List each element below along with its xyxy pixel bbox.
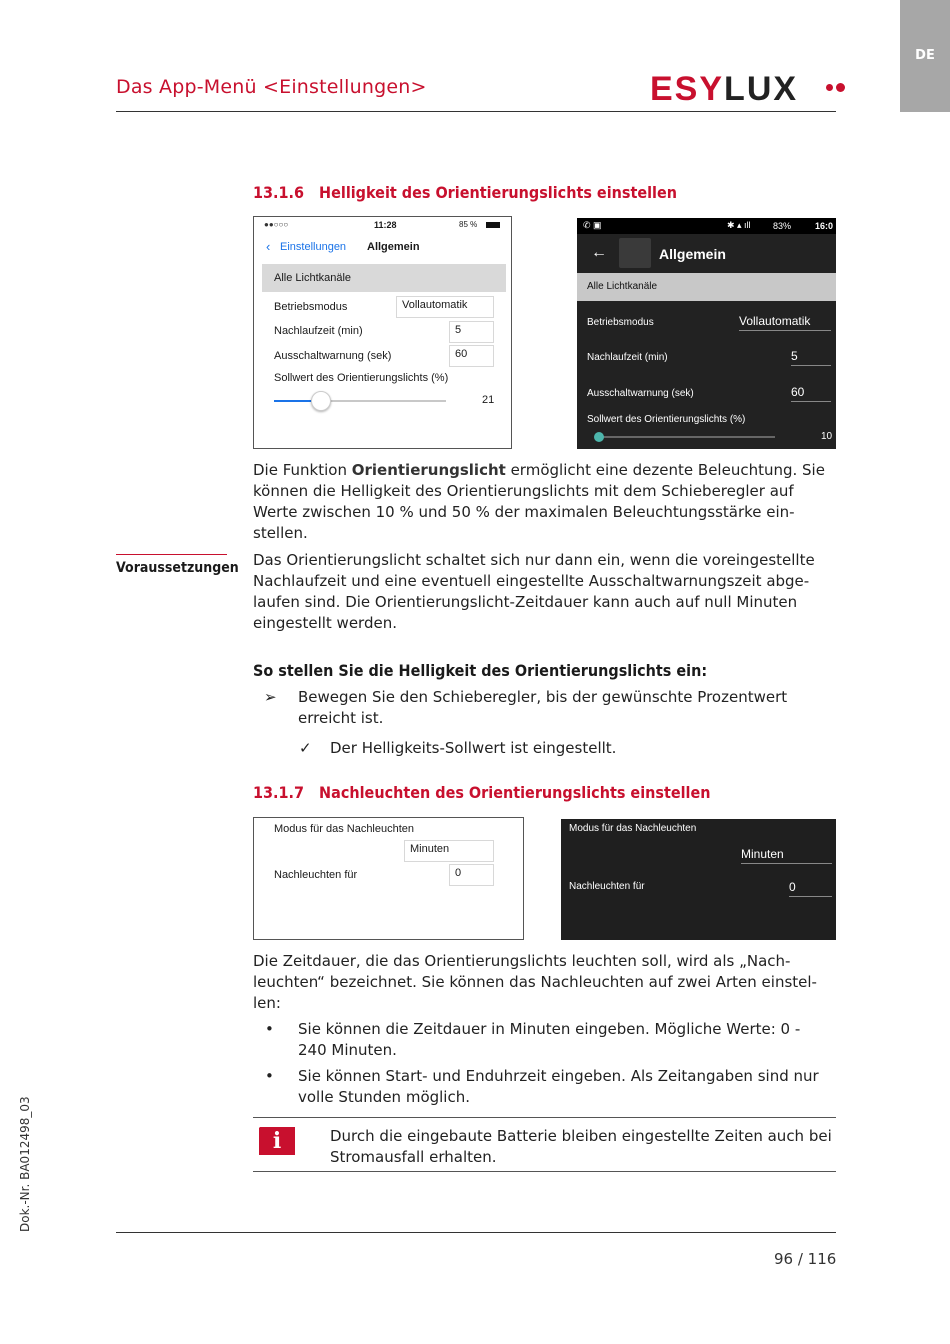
android-warning-input[interactable]: 60 — [791, 385, 831, 402]
intro-text: Die Funktion — [253, 461, 352, 479]
ios-afterglow-screenshot — [253, 817, 524, 940]
android-status-time: 16:0 — [815, 221, 834, 231]
android-status-bar — [577, 218, 836, 234]
android-row-label: Betriebsmodus — [587, 317, 654, 328]
document-number: Dok.-Nr. BA012498_03 — [18, 1096, 32, 1232]
logo-text-esy: ESY — [650, 70, 725, 108]
footer-divider — [116, 1232, 836, 1233]
ios-row-label: Betriebsmodus — [274, 301, 348, 313]
android-afterglow-minutes-input[interactable]: 0 — [789, 880, 832, 897]
ios-signal-icon: ●●○○○ — [264, 220, 289, 229]
ios-delay-input[interactable]: 5 — [449, 321, 494, 343]
intro-text: ermöglicht eine dezente Beleuchtung. Sie können die Helligkeit des Orientierungslichts mit dem Schieberegler auf Werte zwischen 10 % und 50 % der maximalen Beleuchtungsstärke ein-stellen. — [253, 461, 825, 542]
android-slider-label: Sollwert des Orientierungslichts (%) — [587, 414, 746, 425]
ios-afterglow-mode-select[interactable]: Minuten — [404, 840, 494, 862]
ios-slider-thumb[interactable] — [311, 391, 331, 411]
ios-afterglow-minutes-input[interactable]: 0 — [449, 864, 494, 886]
howto-heading: So stellen Sie die Helligkeit des Orientierungslichts ein: — [253, 661, 708, 680]
android-afterglow-for-label: Nachleuchten für — [569, 881, 645, 892]
esylux-logo — [650, 70, 798, 109]
android-row-label: Ausschaltwarnung (sek) — [587, 388, 694, 399]
logo-text-lux: LUX — [724, 70, 799, 108]
ios-warning-input[interactable]: 60 — [449, 345, 494, 367]
language-tab — [900, 0, 950, 112]
bullet-icon: • — [265, 1020, 274, 1038]
info-note-text: Durch die eingebaute Batterie bleiben eingestellte Zeiten auch bei Stromausfall erhalten. — [330, 1127, 832, 1166]
android-afterglow-mode-select[interactable]: Minuten — [741, 847, 832, 864]
android-notification-icons: ✆ ▣ — [583, 220, 602, 230]
ios-row-label: Nachlaufzeit (min) — [274, 325, 363, 337]
chevron-left-icon[interactable]: ‹ — [266, 239, 271, 254]
arrow-right-icon: ➢ — [264, 688, 277, 706]
instruction-step: Bewegen Sie den Schieberegler, bis der gewünschte Prozentwert erreicht ist. — [298, 688, 788, 727]
battery-icon — [486, 222, 500, 228]
android-group-label: Alle Lichtkanäle — [587, 281, 658, 292]
android-screen-title: Allgemein — [659, 246, 726, 262]
ios-slider-track[interactable] — [274, 400, 446, 402]
bullet-item: Sie können Start- und Enduhrzeit eingeben. Als Zeitangaben sind nur volle Stunden möglich. — [298, 1067, 819, 1106]
android-delay-input[interactable]: 5 — [791, 349, 831, 366]
ios-slider-value: 21 — [482, 394, 495, 406]
instruction-result: Der Helligkeits-Sollwert ist eingestellt. — [330, 739, 617, 757]
ios-status-time: 11:28 — [374, 220, 397, 230]
ios-settings-screenshot — [253, 216, 512, 449]
prerequisites-paragraph: Das Orientierungslicht schaltet sich nur dann ein, wenn die voreingestellte Nachlaufzeit und eine eventuell eingestellte Ausschaltwarnungszeit abge-laufen sind. Die Orientierungslicht-Zeitdauer kann auch auf null Minuten eingestellt werden. — [253, 551, 815, 632]
ios-back-button[interactable]: Einstellungen — [280, 241, 347, 253]
ios-screen-title: Allgemein — [367, 241, 420, 253]
afterglow-paragraph: Die Zeitdauer, die das Orientierungslichts leuchten soll, wird als „Nach-leuchten“ bezeichnet. Sie können das Nachleuchten auf zwei Arten einstel-len: — [253, 952, 817, 1012]
bullet-item: Sie können die Zeitdauer in Minuten eingeben. Mögliche Werte: 0 - 240 Minuten. — [298, 1020, 801, 1059]
android-slider-thumb[interactable] — [594, 432, 604, 442]
page-header-title: Das App-Menü <Einstellungen> — [116, 76, 427, 98]
logo-dot-icon — [826, 84, 833, 91]
android-mode-select[interactable]: Vollautomatik — [739, 314, 831, 331]
android-row-label: Nachlaufzeit (min) — [587, 352, 668, 363]
side-label-rule — [116, 554, 227, 555]
info-icon: i — [259, 1127, 295, 1155]
android-slider-value: 10 — [821, 431, 833, 442]
language-label: DE — [915, 48, 935, 63]
section-heading-13-1-7: 13.1.7 Nachleuchten des Orientierungslichts einstellen — [253, 783, 711, 802]
logo-dot-icon — [836, 83, 845, 92]
header-divider — [116, 111, 836, 112]
bullet-icon: • — [265, 1067, 274, 1085]
android-slider-track[interactable] — [599, 436, 775, 438]
intro-bold-term: Orientierungslicht — [351, 461, 506, 479]
section-heading-13-1-6: 13.1.6 Helligkeit des Orientierungslichts einstellen — [253, 183, 677, 202]
page-number: 96 / 116 — [774, 1250, 837, 1268]
ios-slider-label: Sollwert des Orientierungslichts (%) — [274, 372, 449, 384]
checkmark-icon: ✓ — [299, 739, 312, 757]
android-mode-label: Modus für das Nachleuchten — [569, 823, 697, 834]
app-logo-icon — [619, 238, 651, 268]
android-status-battery: 83% — [773, 221, 792, 231]
arrow-back-icon[interactable]: ← — [591, 244, 607, 261]
ios-mode-label: Modus für das Nachleuchten — [274, 823, 415, 835]
ios-mode-select[interactable]: Vollautomatik — [396, 296, 494, 318]
android-settings-screenshot — [577, 218, 836, 449]
ios-status-battery: 85 % — [459, 220, 478, 229]
android-afterglow-screenshot — [561, 819, 836, 940]
ios-afterglow-for-label: Nachleuchten für — [274, 869, 358, 881]
side-label-voraussetzungen: Voraussetzungen — [116, 560, 239, 576]
android-signal-icons: ✱ ▴ ıll — [727, 220, 751, 230]
intro-paragraph — [253, 460, 828, 544]
ios-group-label: Alle Lichtkanäle — [274, 272, 352, 284]
ios-row-label: Ausschaltwarnung (sek) — [274, 350, 392, 362]
